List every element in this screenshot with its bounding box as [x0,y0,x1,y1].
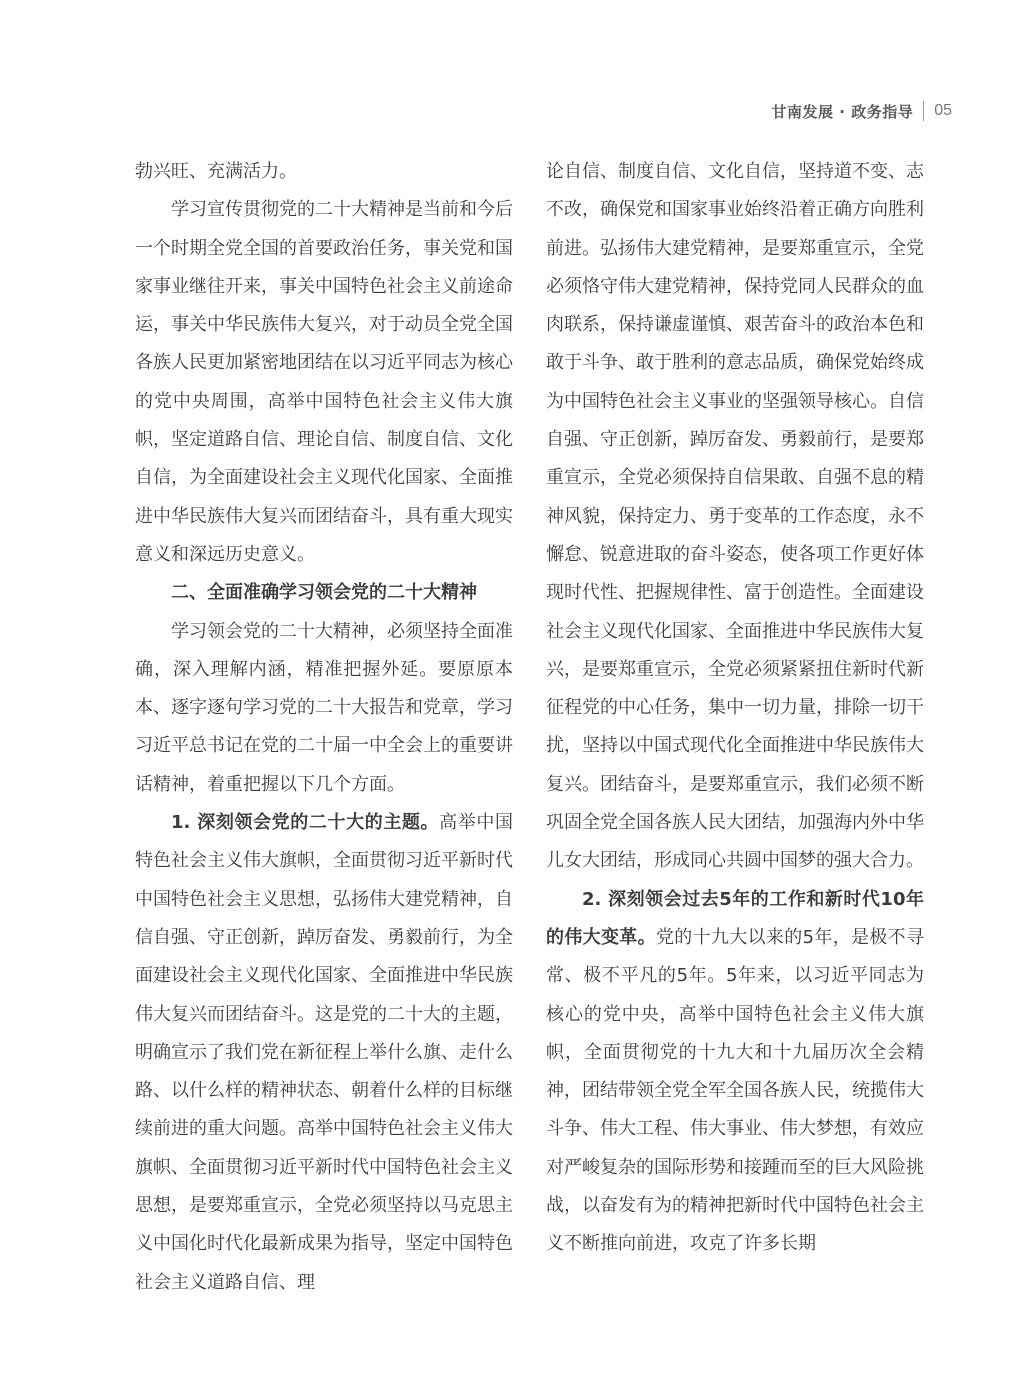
paragraph-body: 高举中国特色社会主义伟大旗帜，全面贯彻习近平新时代中国特色社会主义思想，弘扬伟大建党精神，自信自强、守正创新，踔厉奋发、勇毅前行，为全面建设社会主义现代化国家、全面推进中华民族伟大复兴而团结奋斗。这是党的二十大的主题，明确宣示了我们党在新征程上举什么旗、走什么路、以什么样的精神状态、朝着什么样的目标继续前进的重大问题。高举中国特色社会主义伟大旗帜、全面贯彻习近平新时代中国特色社会主义思想，是要郑重宣示，全党必须坚持以马克思主义中国化时代化最新成果为指导，坚定中国特色社会主义道路自信、理 [135,812,513,1293]
paragraph: 论自信、制度自信、文化自信，坚持道不变、志不改，确保党和国家事业始终沿着正确方向胜利前进。弘扬伟大建党精神，是要郑重宣示，全党必须恪守伟大建党精神，保持党同人民群众的血肉联系，保持谦虚谨慎、艰苦奋斗的政治本色和敢于斗争、敢于胜利的意志品质，确保党始终成为中国特色社会主义事业的坚强领导核心。自信自强、守正创新，踔厉奋发、勇毅前行，是要郑重宣示，全党必须保持自信果敢、自强不息的精神风貌，保持定力、勇于变革的工作态度，永不懈怠、锐意进取的奋斗姿态，使各项工作更好体现时代性、把握规律性、富于创造性。全面建设社会主义现代化国家、全面推进中华民族伟大复兴，是要郑重宣示，全党必须紧紧扭住新时代新征程党的中心任务，集中一切力量，排除一切干扰，坚持以中国式现代化全面推进中华民族伟大复兴。团结奋斗，是要郑重宣示，我们必须不断巩固全党全国各族人民大团结，加强海内外中华儿女大团结，形成同心共圆中国梦的强大合力。 [546,161,924,872]
left-column [135,153,513,1302]
paragraph: 学习宣传贯彻党的二十大精神是当前和今后一个时期全党全国的首要政治任务，事关党和国家事业继往开来，事关中国特色社会主义前途命运，事关中华民族伟大复兴，对于动员全党全国各族人民更加紧密地团结在以习近平同志为核心的党中央周围，高举中国特色社会主义伟大旗帜，坚定道路自信、理论自信、制度自信、文化自信，为全面建设社会主义现代化国家、全面推进中华民族伟大复兴而团结奋斗，具有重大现实意义和深远历史意义。 [135,199,513,565]
paragraph-body: 党的十九大以来的5年，是极不寻常、极不平凡的5年。5年来，以习近平同志为核心的党中央，高举中国特色社会主义伟大旗帜，全面贯彻党的十九大和十九届历次全会精神，团结带领全党全军全国各族人民，统揽伟大斗争、伟大工程、伟大事业、伟大梦想，有效应对严峻复杂的国际形势和接踵而至的巨大风险挑战，以奋发有为的精神把新时代中国特色社会主义不断推向前进，攻克了许多长期 [546,926,925,1255]
right-column [546,153,924,1264]
section-heading: 二、全面准确学习领会党的二十大精神 [171,582,477,604]
page-number: 05 [934,102,952,119]
paragraph: 勃兴旺、充满活力。 [135,161,297,182]
subsection-lead: 2. 深刻领会过去5年的工作和新时代10年的伟大变革。 [546,888,924,948]
header-divider [923,101,924,121]
running-header [772,100,952,122]
publication-title: 甘南发展 · 政务指导 [771,102,914,121]
subsection-lead: 1. 深刻领会党的二十大的主题。 [171,812,440,834]
paragraph: 学习领会党的二十大精神，必须坚持全面准确，深入理解内涵，精准把握外延。要原原本本、逐字逐句学习党的二十大报告和党章，学习习近平总书记在党的二十届一中全会上的重要讲话精神，着重把握以下几个方面。 [135,620,513,795]
paragraph [135,804,513,1302]
paragraph [546,881,924,1264]
